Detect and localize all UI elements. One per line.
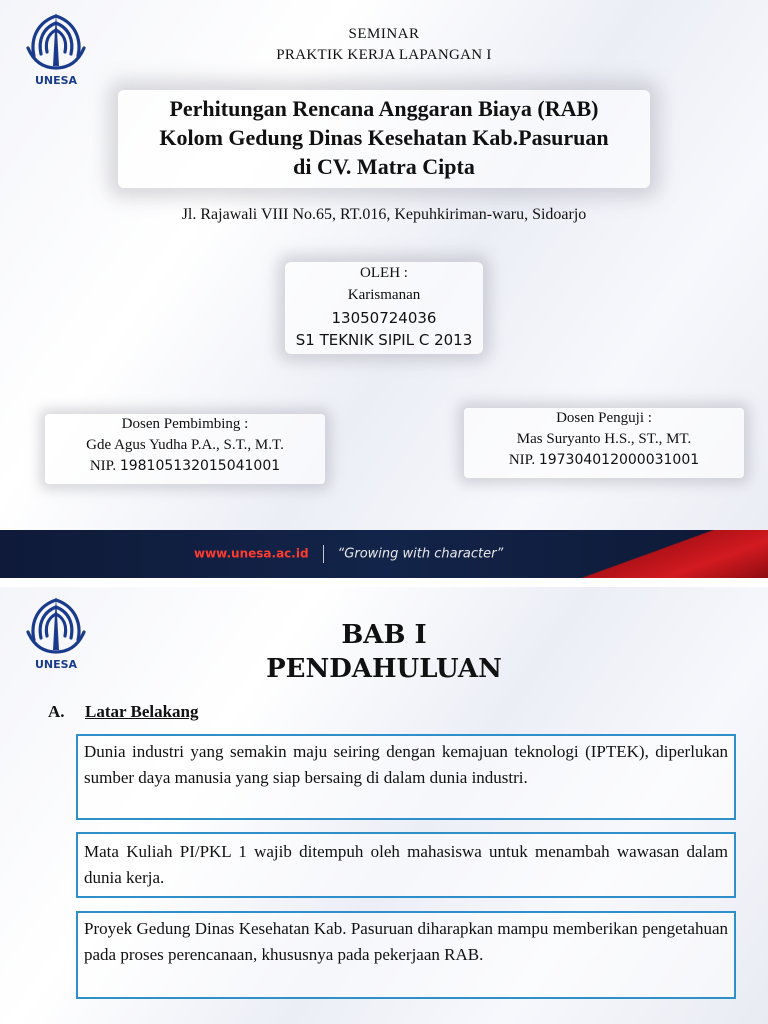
penguji-name: Mas Suryanto H.S., ST., MT. xyxy=(516,431,692,447)
oleh-label: OLEH : xyxy=(360,265,408,281)
penguji-title: Dosen Penguji : xyxy=(556,410,652,426)
footer-accent xyxy=(558,530,768,578)
pembimbing-box xyxy=(45,414,325,484)
title-line-1: Perhitungan Rencana Anggaran Biaya (RAB) xyxy=(169,96,599,121)
penguji-nip-label: NIP. xyxy=(508,452,539,468)
svg-text:UNESA: UNESA xyxy=(34,658,78,671)
title-line-3: di CV. Matra Cipta xyxy=(293,154,475,179)
chapter-title: PENDAHULUAN xyxy=(266,654,502,684)
penguji-nip xyxy=(464,450,744,471)
footer-text xyxy=(194,545,503,563)
penguji-box xyxy=(464,408,744,478)
paragraph-box-3: Proyek Gedung Dinas Kesehatan Kab. Pasuruan diharapkan mampu memberikan pengetahuan pada proses perencanaan, khususnya pada pekerjaan RAB. xyxy=(76,911,736,999)
seminar-label: SEMINAR xyxy=(348,26,420,42)
footer-divider xyxy=(323,545,324,563)
pembimbing-nip-label: NIP. xyxy=(89,458,120,474)
footer-url[interactable]: www.unesa.ac.id xyxy=(194,546,309,561)
company-address: Jl. Rajawali VIII No.65, RT.016, Kepuhkiriman-waru, Sidoarjo xyxy=(181,206,587,223)
title-line-2: Kolom Gedung Dinas Kesehatan Kab.Pasuruan xyxy=(159,125,609,150)
pembimbing-name: Gde Agus Yudha P.A., S.T., M.T. xyxy=(86,437,284,453)
author-program: S1 TEKNIK SIPIL C 2013 xyxy=(295,331,473,349)
section-heading xyxy=(48,702,199,722)
section-title: Latar Belakang xyxy=(85,702,199,721)
course-label: PRAKTIK KERJA LAPANGAN I xyxy=(276,47,492,63)
chapter-number: BAB I xyxy=(341,620,427,650)
paragraph-box-2: Mata Kuliah PI/PKL 1 wajib ditempuh oleh mahasiswa untuk menambah wawasan dalam dunia kerja. xyxy=(76,832,736,898)
penguji-nip-value: 197304012000031001 xyxy=(538,452,700,468)
pembimbing-nip xyxy=(45,456,325,477)
footer-tagline: “Growing with character” xyxy=(337,546,504,562)
section-letter: A. xyxy=(48,702,65,721)
paragraph-box-1: Dunia industri yang semakin maju seiring dengan kemajuan teknologi (IPTEK), diperlukan sumber daya manusia yang siap bersaing di dalam dunia industri. xyxy=(76,734,736,820)
pembimbing-nip-value: 198105132015041001 xyxy=(119,458,281,474)
svg-text:UNESA: UNESA xyxy=(34,74,78,87)
author-nim: 13050724036 xyxy=(331,309,437,327)
pembimbing-title: Dosen Pembimbing : xyxy=(121,416,249,432)
author-name: Karismanan xyxy=(347,287,421,303)
